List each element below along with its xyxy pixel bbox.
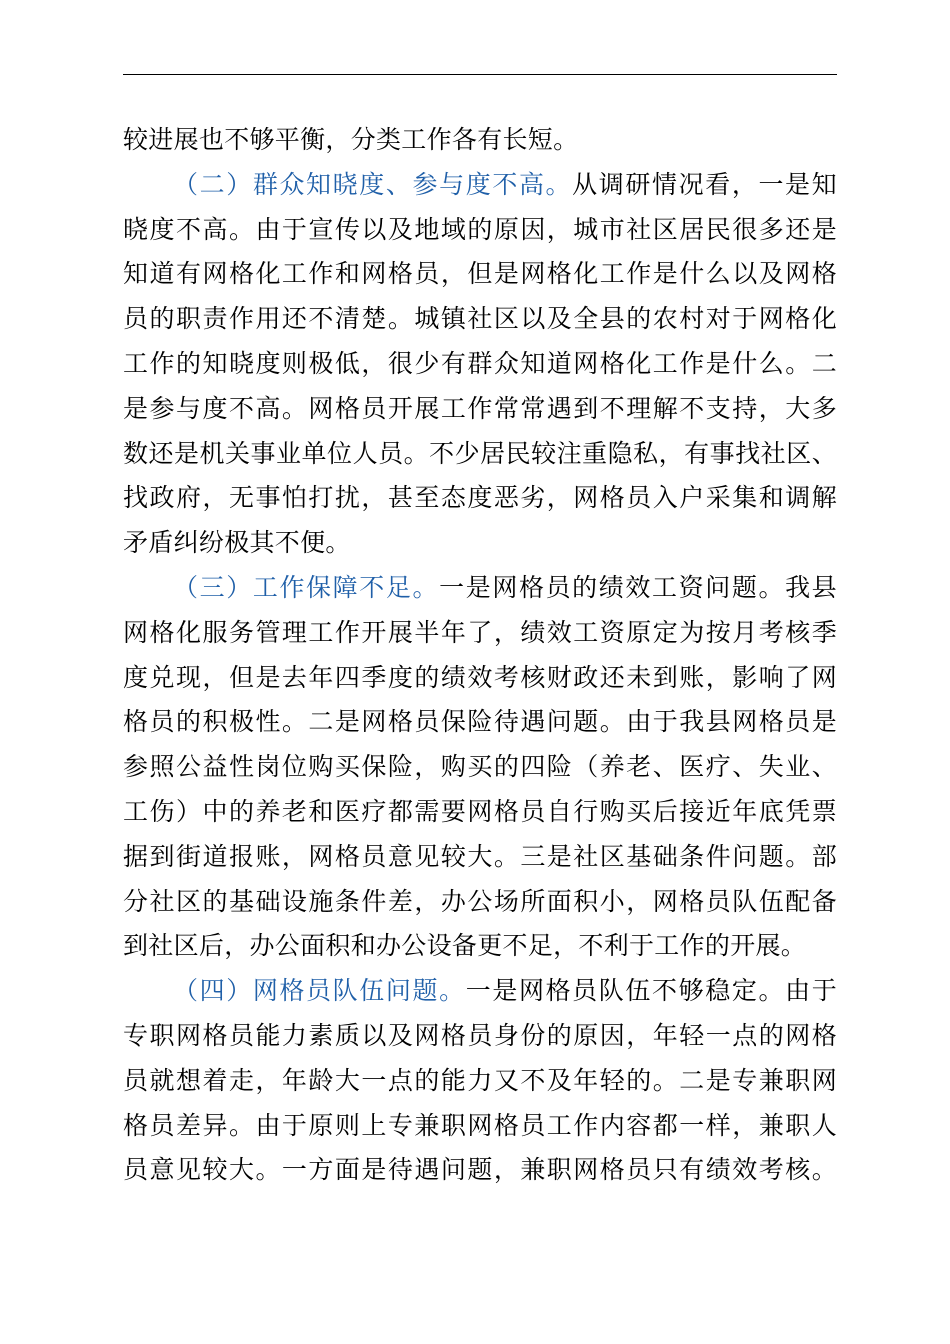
paragraph-line: 工伤）中的养老和医疗都需要网格员自行购买后接近年底凭票 xyxy=(123,796,837,826)
paragraph-line: 到社区后，办公面积和办公设备更不足，不利于工作的开展。 xyxy=(123,931,807,961)
paragraph-line: 员就想着走，年龄大一点的能力又不及年轻的。二是专兼职网 xyxy=(123,1065,837,1095)
paragraph-line: 员意见较大。一方面是待遇问题，兼职网格员只有绩效考核。 xyxy=(123,1155,837,1185)
section-heading-line: （四）网格员队伍问题。一是网格员队伍不够稳定。由于 xyxy=(173,976,837,1006)
section-heading: （四）网格员队伍问题。 xyxy=(173,976,466,1006)
paragraph-line: 分社区的基础设施条件差，办公场所面积小，网格员队伍配备 xyxy=(123,886,837,916)
paragraph-line: 晓度不高。由于宣传以及地域的原因，城市社区居民很多还是 xyxy=(123,214,837,244)
paragraph-line: 格员的积极性。二是网格员保险待遇问题。由于我县网格员是 xyxy=(123,707,837,737)
paragraph-line: 找政府，无事怕打扰，甚至态度恶劣，网格员入户采集和调解 xyxy=(123,483,837,513)
section-heading: （二）群众知晓度、参与度不高。 xyxy=(173,169,573,199)
paragraph-line: 网格化服务管理工作开展半年了，绩效工资原定为按月考核季 xyxy=(123,617,837,647)
paragraph-line: 专职网格员能力素质以及网格员身份的原因，年轻一点的网格 xyxy=(123,1020,837,1050)
paragraph-line: 格员差异。由于原则上专兼职网格员工作内容都一样，兼职人 xyxy=(123,1110,837,1140)
paragraph-line: 知道有网格化工作和网格员，但是网格化工作是什么以及网格 xyxy=(123,259,837,289)
paragraph-line: 参照公益性岗位购买保险，购买的四险（养老、医疗、失业、 xyxy=(123,752,837,782)
section-heading: （三）工作保障不足。 xyxy=(173,572,440,602)
paragraph-line: 较进展也不够平衡，分类工作各有长短。 xyxy=(123,125,579,154)
paragraph-line: 数还是机关事业单位人员。不少居民较注重隐私，有事找社区、 xyxy=(123,438,837,468)
paragraph-line: 员的职责作用还不清楚。城镇社区以及全县的农村对于网格化 xyxy=(123,304,837,334)
section-heading-line: （二）群众知晓度、参与度不高。从调研情况看，一是知 xyxy=(173,169,837,199)
paragraph-line: 矛盾纠纷极其不便。 xyxy=(123,528,351,558)
header-rule xyxy=(123,74,837,75)
paragraph-line: 度兑现，但是去年四季度的绩效考核财政还未到账，影响了网 xyxy=(123,662,837,692)
section-heading-line: （三）工作保障不足。一是网格员的绩效工资问题。我县 xyxy=(173,572,837,602)
paragraph-line: 据到街道报账，网格员意见较大。三是社区基础条件问题。部 xyxy=(123,841,837,871)
paragraph-line: 工作的知晓度则极低，很少有群众知道网格化工作是什么。二 xyxy=(123,348,837,378)
paragraph-line: 是参与度不高。网格员开展工作常常遇到不理解不支持，大多 xyxy=(123,393,837,423)
document-body xyxy=(123,118,837,1193)
